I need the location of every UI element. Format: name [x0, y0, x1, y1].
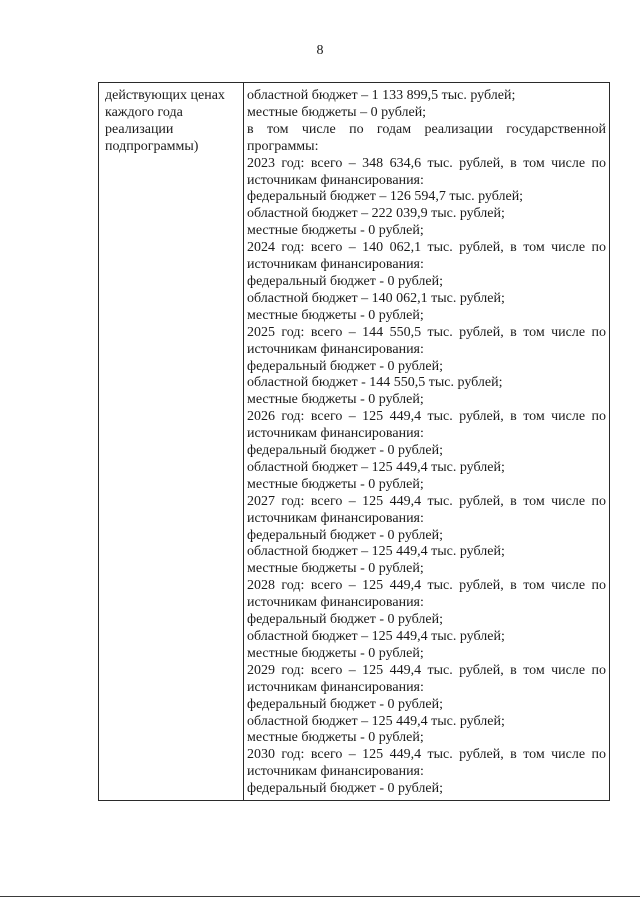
left-cell-line: реализации	[105, 121, 174, 137]
word: тыс.	[427, 662, 453, 678]
right-cell-line: источникам финансирования:	[247, 510, 424, 526]
word: 449,4	[389, 409, 422, 425]
program-financing-table	[98, 82, 610, 801]
word: –	[348, 578, 356, 594]
word: в	[510, 409, 517, 425]
right-cell-line: федеральный бюджет - 0 рублей;	[247, 443, 443, 459]
right-cell-line: источникам финансирования:	[247, 257, 424, 273]
word: рублей,	[459, 662, 504, 678]
word: в	[510, 240, 517, 256]
right-cell-line	[247, 156, 606, 173]
right-cell-line: областной бюджет – 222 039,9 тыс. рублей;	[247, 206, 505, 222]
right-cell-line	[247, 494, 606, 511]
word: в	[510, 324, 517, 340]
word: 125	[362, 662, 384, 678]
word: год:	[281, 493, 305, 509]
left-cell-line: каждого года	[105, 104, 183, 120]
left-cell-line: подпрограммы)	[105, 138, 199, 154]
word: по	[591, 747, 606, 763]
table-left-column	[99, 83, 244, 800]
word: 2029	[247, 662, 275, 678]
word: 125	[362, 493, 384, 509]
right-cell-line: областной бюджет – 125 449,4 тыс. рублей;	[247, 544, 505, 560]
word: всего	[310, 240, 343, 256]
right-cell-line: местные бюджеты - 0 рублей;	[247, 392, 424, 408]
word: числе	[551, 662, 586, 678]
word: числе	[551, 578, 586, 594]
word: 348	[362, 155, 384, 171]
word: в	[510, 493, 517, 509]
right-cell-line	[247, 325, 606, 342]
word: в	[510, 747, 517, 763]
word: по	[591, 409, 606, 425]
word: в	[510, 578, 517, 594]
word: по	[591, 240, 606, 256]
word: –	[348, 324, 356, 340]
word: числе	[551, 155, 586, 171]
word: тыс.	[427, 409, 453, 425]
right-cell-line	[247, 747, 606, 764]
word: том	[523, 662, 545, 678]
word: 2024	[247, 240, 275, 256]
word: числе	[551, 409, 586, 425]
word: тыс.	[427, 747, 453, 763]
right-cell-line: местные бюджеты - 0 рублей;	[247, 730, 424, 746]
word: по	[591, 155, 606, 171]
word: 125	[362, 578, 384, 594]
word: всего	[310, 409, 343, 425]
right-cell-line	[247, 240, 606, 257]
word: 449,4	[389, 662, 422, 678]
word: государственной	[506, 121, 606, 137]
word: –	[348, 493, 356, 509]
page-number: 8	[316, 43, 324, 58]
word: 634,6	[389, 155, 422, 171]
word: –	[348, 240, 356, 256]
word: том	[266, 121, 289, 137]
right-cell-line	[247, 663, 606, 680]
word: тыс.	[427, 493, 453, 509]
word: тыс.	[427, 324, 453, 340]
word: год:	[281, 240, 305, 256]
word: по	[591, 324, 606, 340]
right-cell-line: источникам финансирования:	[247, 172, 424, 188]
word: том	[523, 747, 545, 763]
word: всего	[310, 578, 343, 594]
right-cell-line: источникам финансирования:	[247, 679, 424, 695]
word: по	[591, 662, 606, 678]
word: том	[523, 240, 545, 256]
right-cell-line: местные бюджеты - 0 рублей;	[247, 476, 424, 492]
right-cell-line: местные бюджеты - 0 рублей;	[247, 645, 424, 661]
word: 2025	[247, 324, 275, 340]
word: числе	[551, 493, 586, 509]
word: год:	[281, 155, 305, 171]
right-cell-line: федеральный бюджет - 0 рублей;	[247, 358, 443, 374]
word: 2030	[247, 747, 275, 763]
word: год:	[281, 662, 305, 678]
right-cell-line: местные бюджеты - 0 рублей;	[247, 307, 424, 323]
word: числе	[301, 121, 336, 137]
word: тыс.	[427, 155, 453, 171]
word: по	[349, 121, 364, 137]
right-cell-line: источникам финансирования:	[247, 595, 424, 611]
word: том	[523, 155, 545, 171]
word: 140	[362, 240, 384, 256]
word: по	[591, 578, 606, 594]
right-cell-line: областной бюджет – 125 449,4 тыс. рублей;	[247, 713, 505, 729]
word: всего	[310, 493, 343, 509]
word: 144	[362, 324, 384, 340]
right-cell-line: областной бюджет – 125 449,4 тыс. рублей;	[247, 459, 505, 475]
right-cell-line	[247, 122, 606, 139]
word: том	[523, 578, 545, 594]
word: –	[348, 409, 356, 425]
word: 449,4	[389, 493, 422, 509]
word: числе	[551, 240, 586, 256]
right-cell-line: областной бюджет – 1 133 899,5 тыс. рублей;	[247, 88, 516, 103]
word: том	[523, 493, 545, 509]
right-cell-line: местные бюджеты – 0 рублей;	[247, 104, 427, 120]
word: всего	[310, 155, 343, 171]
word: 2026	[247, 409, 275, 425]
word: рублей,	[459, 155, 504, 171]
left-cell-line: действующих ценах	[105, 88, 225, 103]
right-cell-line: местные бюджеты - 0 рублей;	[247, 223, 424, 239]
word: годам	[376, 121, 412, 137]
word: 2023	[247, 155, 275, 171]
right-cell-line: источникам финансирования:	[247, 764, 424, 780]
word: всего	[310, 747, 343, 763]
word: 125	[362, 409, 384, 425]
right-cell-line: федеральный бюджет - 0 рублей;	[247, 696, 443, 712]
word: числе	[551, 324, 586, 340]
word: 550,5	[389, 324, 422, 340]
word: всего	[310, 324, 343, 340]
word: рублей,	[459, 578, 504, 594]
right-cell-line: федеральный бюджет - 0 рублей;	[247, 527, 443, 543]
right-cell-line	[247, 578, 606, 595]
word: всего	[310, 662, 343, 678]
word: в	[510, 662, 517, 678]
word: –	[348, 662, 356, 678]
word: 2028	[247, 578, 275, 594]
word: по	[591, 493, 606, 509]
word: 125	[362, 747, 384, 763]
right-cell-line: областной бюджет - 144 550,5 тыс. рублей;	[247, 375, 503, 391]
word: рублей,	[459, 747, 504, 763]
table-right-column	[244, 83, 609, 800]
word: год:	[281, 578, 305, 594]
right-cell-line	[247, 409, 606, 426]
word: –	[348, 155, 356, 171]
right-cell-line: федеральный бюджет - 0 рублей;	[247, 781, 443, 797]
word: год:	[281, 409, 305, 425]
word: реализации	[424, 121, 493, 137]
word: том	[523, 324, 545, 340]
word: рублей,	[459, 493, 504, 509]
right-cell-line: федеральный бюджет - 0 рублей;	[247, 612, 443, 628]
footer-rule	[0, 896, 640, 897]
word: в	[510, 155, 517, 171]
word: рублей,	[459, 240, 504, 256]
word: рублей,	[459, 324, 504, 340]
right-cell-line: областной бюджет – 125 449,4 тыс. рублей;	[247, 629, 505, 644]
word: числе	[551, 747, 586, 763]
word: год:	[281, 324, 305, 340]
word: –	[348, 747, 356, 763]
right-cell-line: областной бюджет – 140 062,1 тыс. рублей;	[247, 290, 505, 306]
word: рублей,	[459, 409, 504, 425]
word: в	[247, 121, 254, 137]
word: тыс.	[427, 240, 453, 256]
word: тыс.	[427, 578, 453, 594]
right-cell-line: федеральный бюджет - 0 рублей;	[247, 273, 443, 289]
right-cell-line: местные бюджеты - 0 рублей;	[247, 561, 424, 577]
word: 062,1	[389, 240, 422, 256]
word: том	[523, 409, 545, 425]
right-cell-line: программы:	[247, 138, 319, 154]
word: 2027	[247, 493, 275, 509]
right-cell-line: федеральный бюджет – 126 594,7 тыс. рублей;	[247, 189, 524, 205]
word: 449,4	[389, 578, 422, 594]
word: 449,4	[389, 747, 422, 763]
word: год:	[281, 747, 305, 763]
right-cell-line: источникам финансирования:	[247, 426, 424, 442]
right-cell-line: источникам финансирования:	[247, 341, 424, 357]
